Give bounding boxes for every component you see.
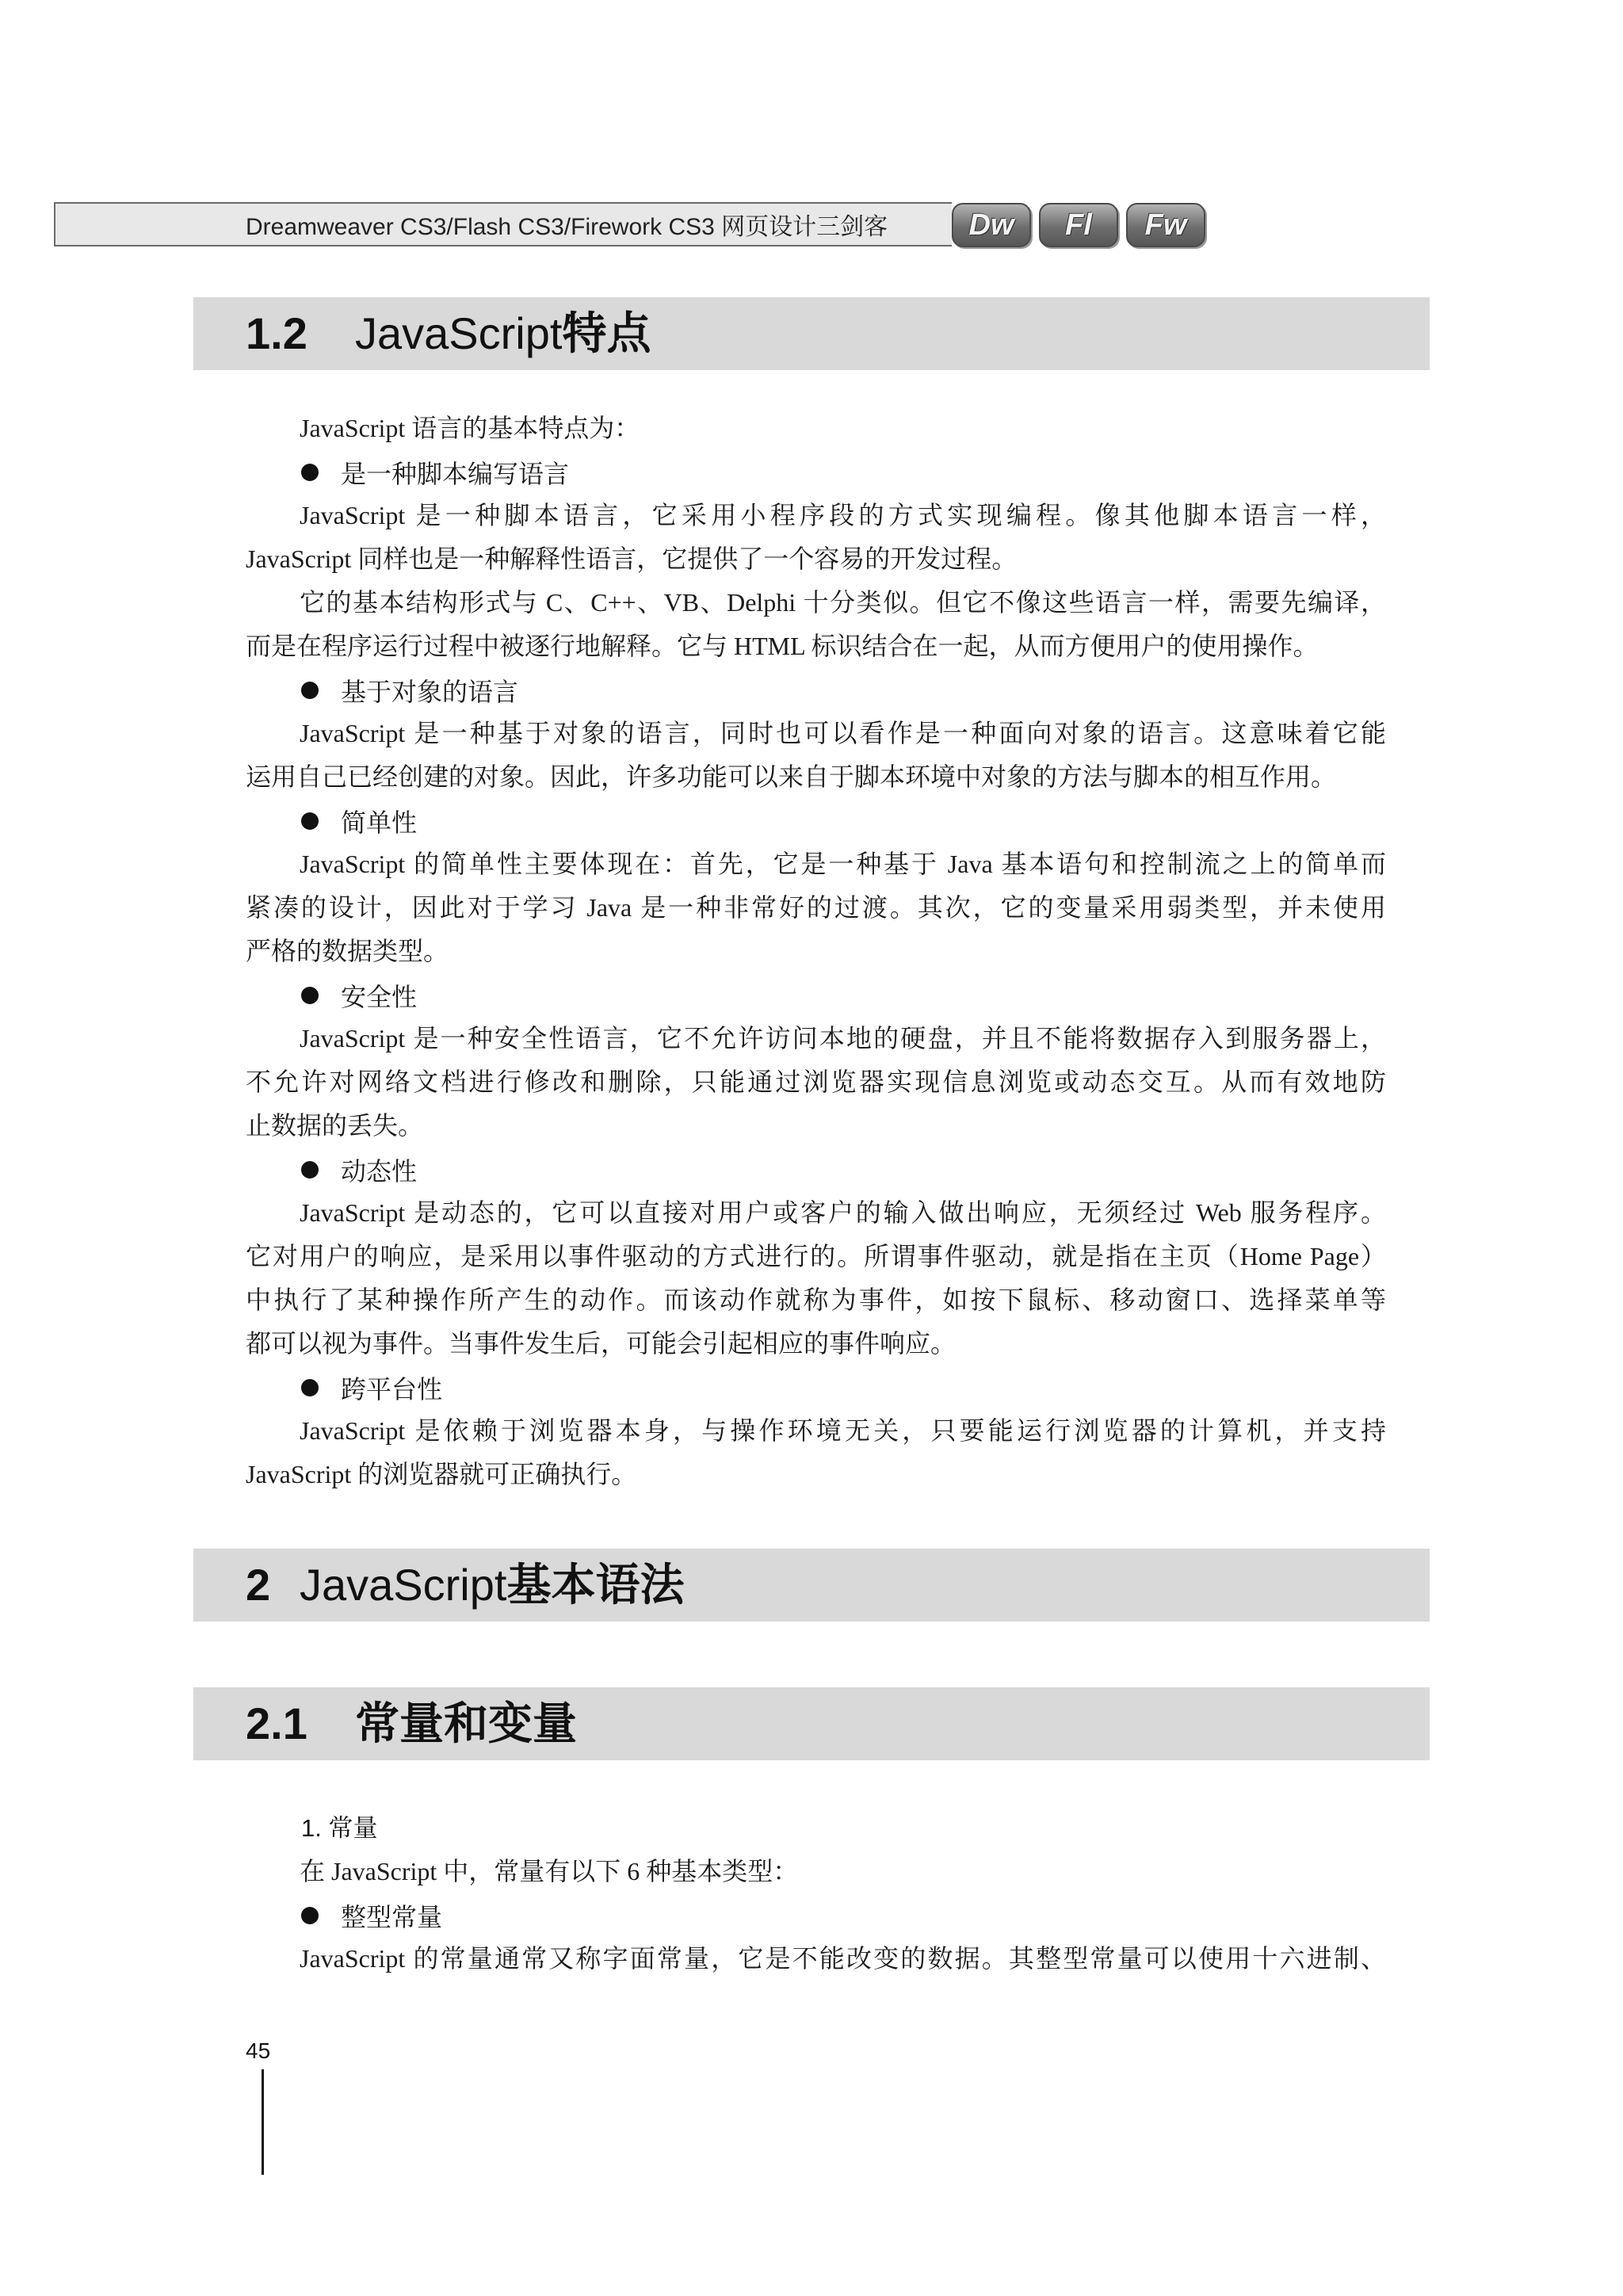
text-line: JavaScript 是动态的，它可以直接对用户或客户的输入做出响应，无须经过 Web 服务程序。 — [300, 1198, 1386, 1227]
running-header-title: Dreamweaver CS3/Flash CS3/Firework CS3 网页设计三剑客 — [246, 214, 888, 240]
paragraph — [246, 1191, 1386, 1366]
paragraph — [246, 1850, 1386, 1893]
text-line: JavaScript 是一种基于对象的语言，同时也可以看作是一种面向对象的语言。这意味着它能 — [300, 719, 1386, 747]
bullet-item — [246, 1893, 1386, 1937]
paragraph — [246, 1017, 1386, 1148]
section-title — [355, 1687, 577, 1760]
section-title — [355, 297, 651, 370]
bullet-item — [246, 450, 1386, 494]
text-line: JavaScript 的常量通常又称字面常量，它是不能改变的数据。其整型常量可以使用十六进制、 — [300, 1944, 1386, 1973]
bullet-icon — [301, 812, 319, 830]
bullet-text: 简单性 — [341, 808, 418, 837]
bullet-icon — [301, 987, 319, 1004]
text-line: JavaScript 的浏览器就可正确执行。 — [246, 1460, 637, 1488]
section-heading — [193, 297, 1430, 370]
bullet-text: 是一种脚本编写语言 — [341, 459, 570, 488]
bullet-text: 安全性 — [341, 982, 418, 1011]
flash-badge-icon: Fl — [1039, 203, 1118, 247]
section-body — [246, 407, 1386, 1496]
running-header — [54, 202, 952, 246]
bullet-icon — [301, 1907, 319, 1924]
text-line: 运用自己已经创建的对象。因此，许多功能可以来自于脚本环境中对象的方法与脚本的相互作用。 — [246, 762, 1337, 791]
bullet-text: 跨平台性 — [341, 1374, 443, 1404]
text-line: JavaScript 同样也是一种解释性语言，它提供了一个容易的开发过程。 — [246, 544, 1018, 573]
bullet-item — [246, 668, 1386, 712]
bullet-item — [246, 973, 1386, 1017]
text-line: 中执行了某种操作所产生的动作。而该动作就称为事件，如按下鼠标、移动窗口、选择菜单等 — [246, 1286, 1386, 1314]
bullet-icon — [301, 464, 319, 481]
section-body — [246, 1806, 1386, 1981]
paragraph — [246, 407, 1386, 450]
section-number: 1.2 — [246, 308, 307, 358]
section-number: 2 — [246, 1560, 271, 1610]
paragraph — [246, 581, 1386, 668]
paragraph — [246, 1937, 1386, 1981]
paragraph — [246, 842, 1386, 973]
text-line: JavaScript 语言的基本特点为： — [300, 414, 640, 442]
bullet-text: 整型常量 — [341, 1902, 443, 1931]
footer-rule — [262, 2069, 264, 2175]
text-line: 止数据的丢失。 — [246, 1111, 424, 1140]
bullet-icon — [301, 682, 319, 699]
text-line: 不允许对网络文档进行修改和删除，只能通过浏览器实现信息浏览或动态交互。从而有效地防 — [246, 1068, 1386, 1096]
text-line: 在 JavaScript 中，常量有以下 6 种基本类型： — [300, 1857, 799, 1885]
text-line: 它对用户的响应，是采用以事件驱动的方式进行的。所谓事件驱动，就是指在主页（Home Page） — [246, 1242, 1386, 1270]
text-line: JavaScript 是一种脚本语言，它采用小程序段的方式实现编程。像其他脚本语言一样， — [300, 501, 1386, 529]
dreamweaver-badge-icon: Dw — [952, 203, 1031, 247]
fireworks-badge-icon: Fw — [1126, 203, 1205, 247]
section-title-cjk: 特点 — [562, 308, 651, 358]
section-title — [300, 1549, 684, 1622]
section-title-cjk: 常量和变量 — [355, 1698, 577, 1748]
text-line: JavaScript 是依赖于浏览器本身，与操作环境无关，只要能运行浏览器的计算机，并支持 — [300, 1416, 1386, 1445]
text-line: 严格的数据类型。 — [246, 937, 449, 965]
bullet-text: 基于对象的语言 — [341, 677, 519, 706]
page-number: 45 — [246, 2038, 271, 2063]
paragraph — [246, 494, 1386, 581]
bullet-item — [246, 1366, 1386, 1409]
section-title-latin: JavaScript — [300, 1560, 507, 1610]
bullet-text: 动态性 — [341, 1156, 418, 1186]
text-line: 紧凑的设计，因此对于学习 Java 是一种非常好的过渡。其次，它的变量采用弱类型，并未使用 — [246, 893, 1386, 922]
text-line: JavaScript 是一种安全性语言，它不允许访问本地的硬盘，并且不能将数据存入到服务器上， — [300, 1024, 1386, 1052]
bullet-item — [246, 799, 1386, 842]
section-number: 2.1 — [246, 1698, 307, 1748]
text-line: 都可以视为事件。当事件发生后，可能会引起相应的事件响应。 — [246, 1329, 957, 1358]
chapter-heading — [193, 1549, 1430, 1622]
bullet-icon — [301, 1161, 319, 1179]
text-line: JavaScript 的简单性主要体现在：首先，它是一种基于 Java 基本语句和控制流之上的简单而 — [300, 850, 1386, 878]
paragraph — [246, 712, 1386, 799]
subsection-heading: 1. 常量 — [301, 1814, 378, 1842]
section-heading — [193, 1687, 1430, 1760]
paragraph — [246, 1409, 1386, 1496]
section-title-latin: JavaScript — [355, 308, 563, 358]
bullet-item — [246, 1148, 1386, 1191]
text-line: 它的基本结构形式与 C、C++、VB、Delphi 十分类似。但它不像这些语言一样，需要先编译， — [300, 588, 1386, 617]
section-title-cjk: 基本语法 — [506, 1560, 685, 1610]
text-line: 而是在程序运行过程中被逐行地解释。它与 HTML 标识结合在一起，从而方便用户的使用操作。 — [246, 632, 1319, 660]
bullet-icon — [301, 1379, 319, 1396]
